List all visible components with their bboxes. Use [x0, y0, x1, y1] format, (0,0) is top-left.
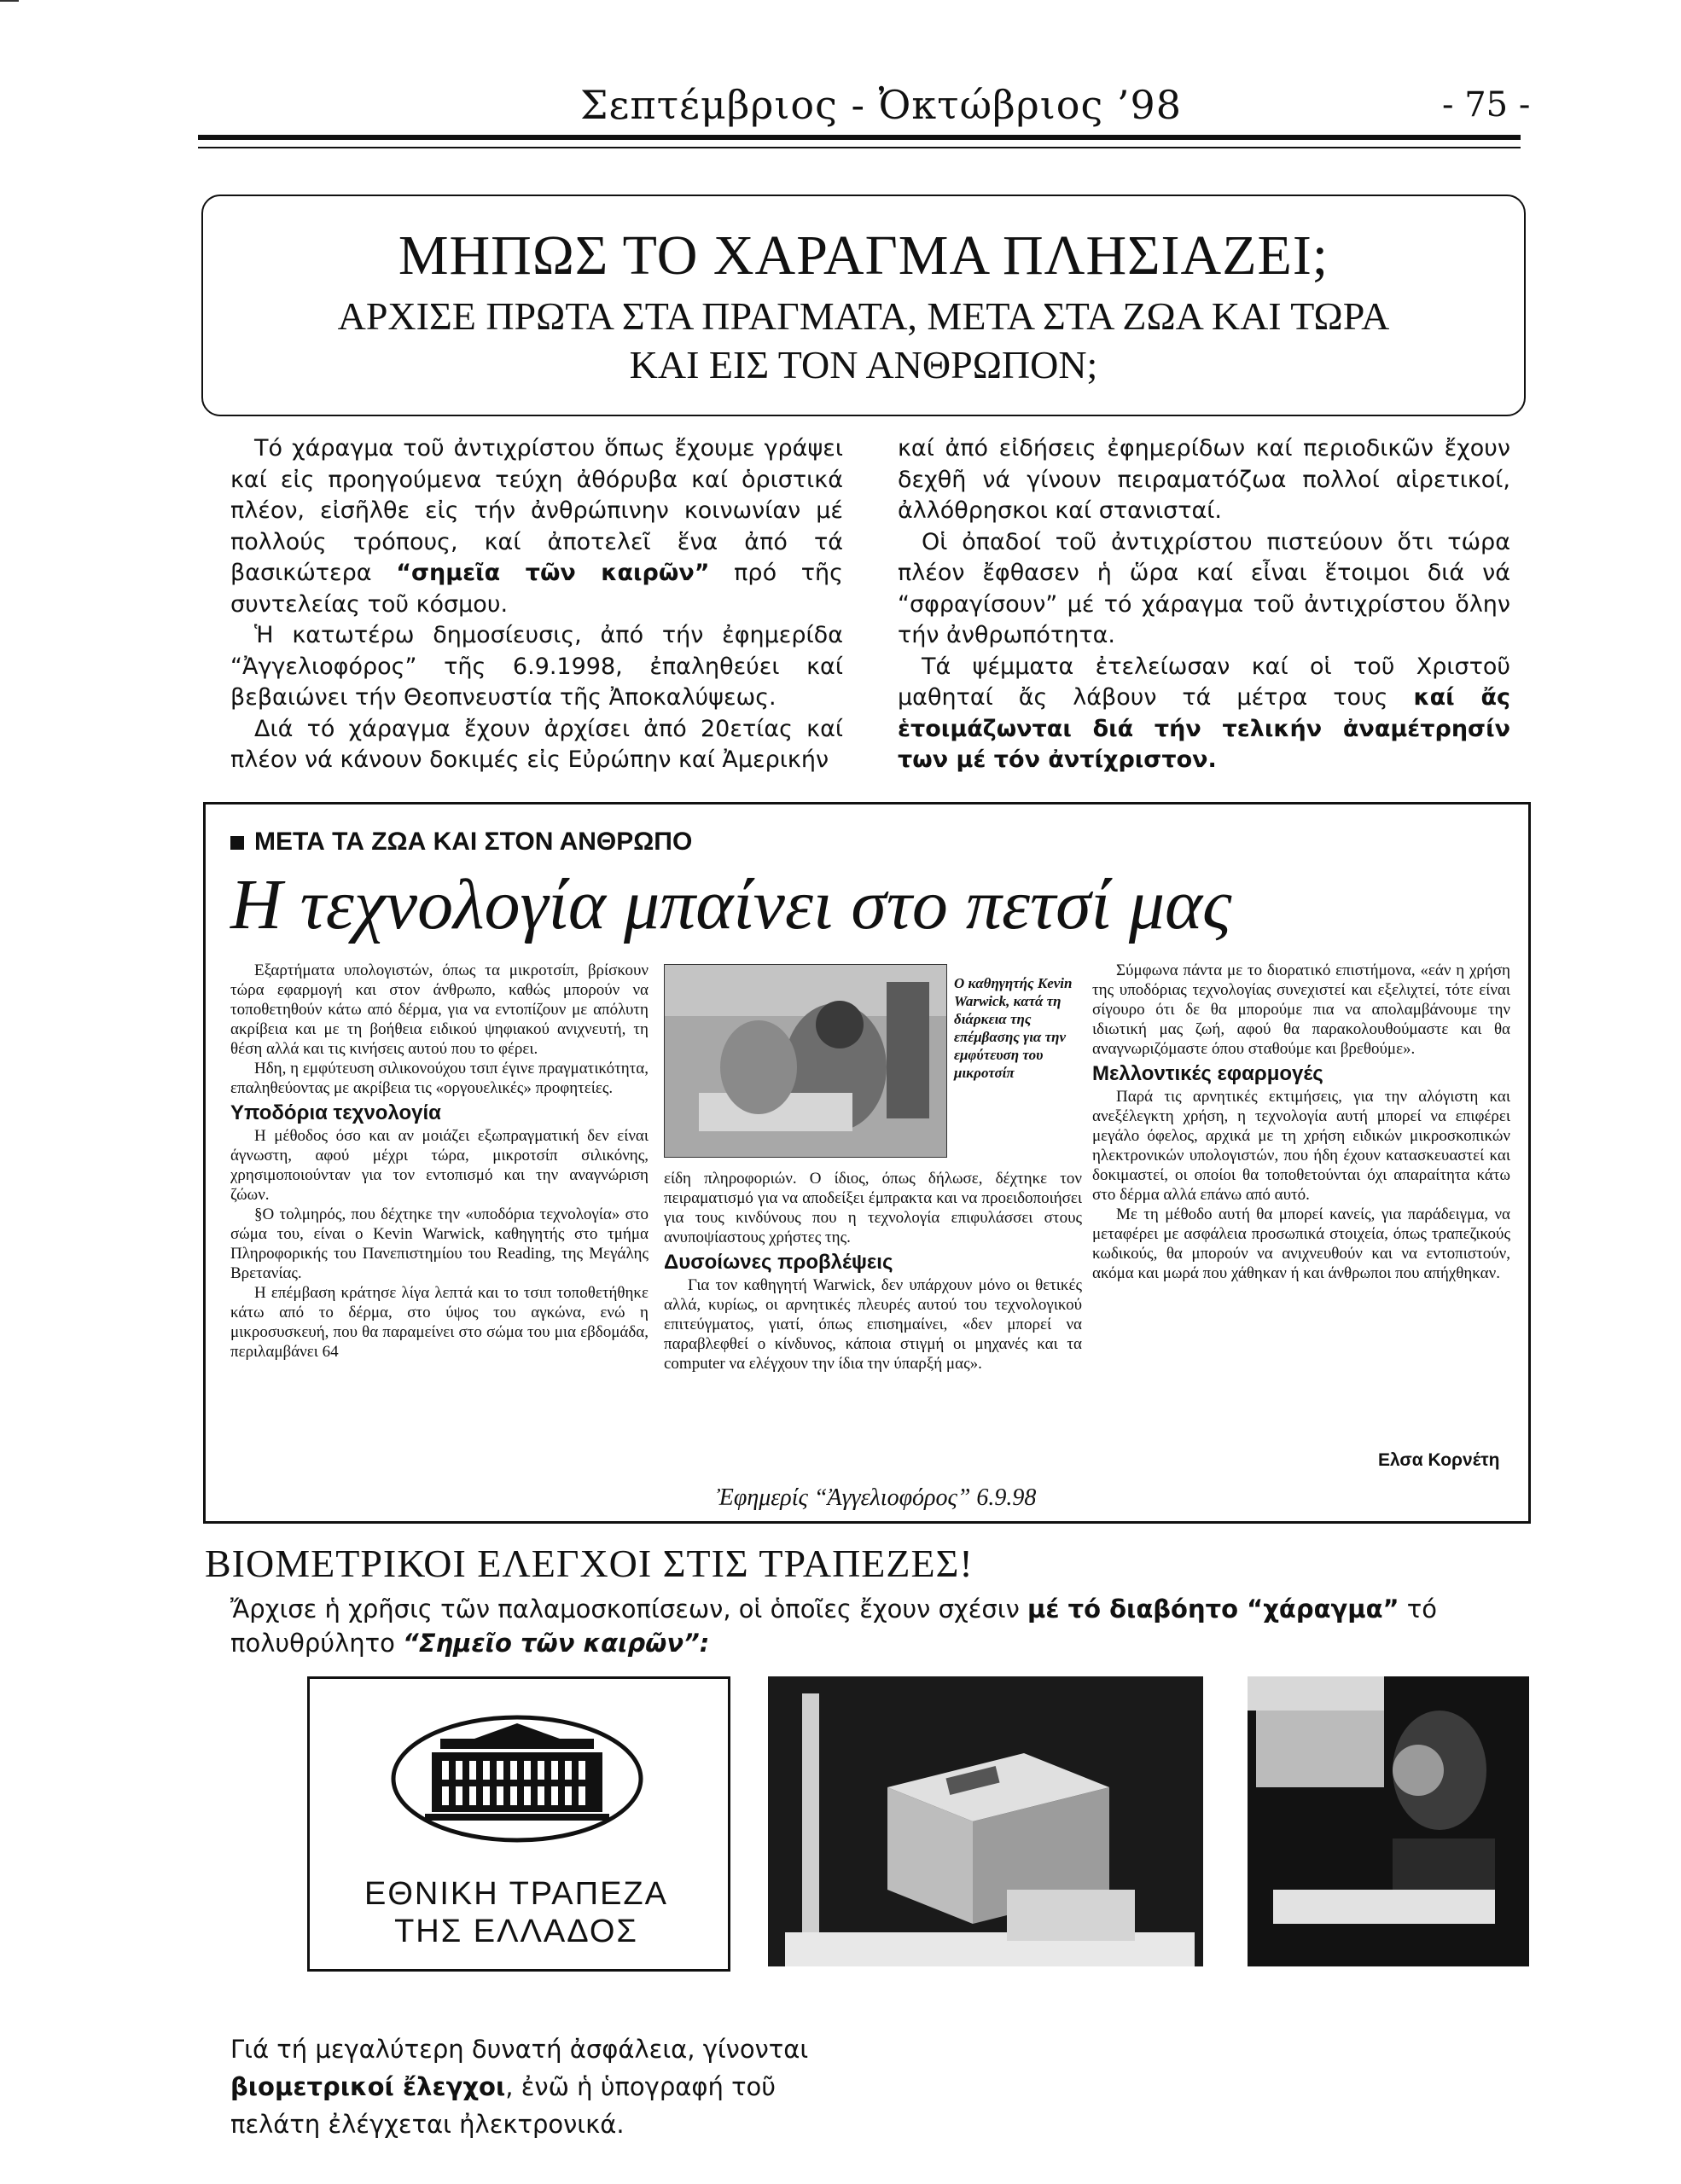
clip-paragraph: Με τη μέθοδο αυτή θα μπορεί κανείς, για παράδειγμα, να μεταφέρει με ασφάλεια προσωπικά στοιχεία, όπως τραπεζικούς κωδικούς, θα μπορούν να ανιχνευθούν και να εντοπιστούν, ακόμα και μωρά που χάθηκαν ή και άνθρωποι που απήχθηκαν. — [1092, 1205, 1510, 1282]
text: Τό χάραγμα τοῦ ἀντιχρίστου ὅπως ἔχουμε γράψει καί εἰς προηγούμενα τεύχη ἀθόρυβα καί ὁριστικά πλέον, εἰσῆλθε εἰς τήν ἀνθρώπινην κοινωνίαν μέ πολλούς τρόπους, καί ἀποτελεῖ ἕνα ἀπό τά βασικώτερα — [230, 435, 843, 586]
text: Τά ψέμματα ἐτελείωσαν καί οἱ τοῦ Χριστοῦ μαθηταί ἄς λάβουν τά μέτρα τους — [898, 653, 1510, 711]
text: , ἐνῶ ἡ ὑπογραφή τοῦ πελάτη ἐλέγχεται ἠλεκτρονικά. — [230, 2072, 777, 2139]
text: τό πολυθρύλητο — [230, 1594, 1438, 1658]
subtitle-line-1: ΑΡΧΙΣΕ ΠΡΩΤΑ ΣΤΑ ΠΡΑΓΜΑΤΑ, ΜΕΤΑ ΣΤΑ ΖΩΑ ΚΑΙ ΤΩΡΑ — [337, 294, 1390, 338]
clipping-column-3 — [1092, 961, 1510, 1283]
header-rule-thin — [198, 147, 1521, 148]
clipping-column-2 — [664, 1169, 1082, 1374]
scan-mark — [0, 0, 19, 2]
article-source: Ἐφημερίς “Ἀγγελιοφόρος” 6.9.98 — [717, 1484, 1037, 1511]
emphasis: “σημεῖα τῶν καιρῶν” — [396, 560, 710, 586]
emphasis: καί ἄς ἑτοιμάζωνται διά τήν τελικήν ἀναμέτρησίν των μέ τόν ἀντίχριστον. — [898, 684, 1510, 773]
clip-paragraph: Η μέθοδος όσο και αν μοιάζει εξωπραγματική δεν είναι άγνωστη, αφού μέχρι τώρα, μικροτσίπ σιλικόνης, χρησιμοποιούνταν για τον εντοπισμό και την αναγνώριση ζώων. — [230, 1127, 649, 1204]
intro-paragraph: Οἱ ὀπαδοί τοῦ ἀντιχρίστου πιστεύουν ὅτι τώρα πλέον ἔφθασεν ἡ ὥρα καί εἶναι ἕτοιμοι διά νά “σφραγίσουν” μέ τό χάραγμα τοῦ ἀντιχρίστου ὅλην τήν ἀνθρωπότητα. — [898, 528, 1510, 648]
clip-paragraph: Παρά τις αρνητικές εκτιμήσεις, για την αλόγιστη και ανεξέλεγκτη χρήση, η τεχνολογία αυτή μπορεί να επιφέρει μεγάλο όφελος, αρχικά με τη χρήση ειδικών μικροσκοπικών ηλεκτρονικών υπολογιστών, που ήδη έχουν κατασκευαστεί και δοκιμαστεί, οι οποίοι θα τοποθετούνται όχι απαραίτητα κάτω στο δέρμα αλλά επάνω από αυτό. — [1092, 1088, 1510, 1204]
scanner-graphic — [768, 1676, 1203, 1966]
clip-subheading: Δυσοίωνες προβλέψεις — [664, 1251, 893, 1274]
intro-paragraph — [898, 652, 1510, 776]
emphasis: μέ τό διαβόητο “χάραγμα” — [1027, 1594, 1399, 1623]
intro-right-column — [898, 433, 1510, 776]
biometric-heading: ΒΙΟΜΕΤΡΙΚΟΙ ΕΛΕΓΧΟΙ ΣΤΙΣ ΤΡΑΠΕΖΕΣ! — [205, 1542, 974, 1585]
teller-graphic — [1248, 1676, 1529, 1966]
text: πρό τῆς συντελείας τοῦ κόσμου. — [230, 560, 843, 618]
intro-left-column — [230, 433, 843, 776]
intro-paragraph: Ἡ κατωτέρω δημοσίευσις, ἀπό τήν ἐφημερίδα “Ἀγγελιοφόρος” τῆς 6.9.1998, ἐπαληθεύει καί βεβαιώνει τήν Θεοπνευστία τῆς Ἀποκαλύψεως. — [230, 622, 843, 711]
intro-paragraph: Διά τό χάραγμα ἔχουν ἀρχίσει ἀπό 20ετίας καί πλέον νά κάνουν δοκιμές εἰς Εὐρώπην καί Ἀμερικήν — [230, 715, 843, 773]
kicker-text: ΜΕΤΑ ΤΑ ΖΩΑ ΚΑΙ ΣΤΟΝ ΑΝΘΡΩΠΟ — [254, 828, 693, 856]
clip-subheading: Υποδόρια τεχνολογία — [230, 1101, 441, 1124]
header-rule — [198, 135, 1521, 140]
text: Γιά τή μεγαλύτερη δυνατή ἀσφάλεια, γίνονται — [230, 2035, 809, 2064]
bank-teller-photo — [1248, 1676, 1529, 1966]
surgery-photo-graphic — [665, 965, 946, 1157]
clipping-column-1 — [230, 961, 649, 1362]
clip-paragraph: είδη πληροφοριών. Ο ίδιος, όπως δήλωσε, δέχτηκε τον πειραματισμό για να αποδείξει έμπρακτα και να προειδοποιήσει για τους κινδύνους που η τεχνολογία επιφυλάσσει στους ανυποψίαστους χρήστες της. — [664, 1170, 1082, 1246]
photo-caption: Ο καθηγητής Kevin Warwick, κατά τη διάρκεια της επέμβασης για την εμφύτευση του μικροτσίπ — [954, 975, 1073, 1081]
bank-building-logo — [391, 1715, 643, 1843]
biometric-caption — [230, 2030, 845, 2143]
clip-paragraph: Εξαρτήματα υπολογιστών, όπως τα μικροτσίπ, βρίσκουν τώρα εφαρμογή και στον άνθρωπο, καθώς μπορούν να τοποθετηθούν κάτω από δέρμα, για να εντοπίζουν με απόλυτη ακρίβεια και με τη βοήθεια ειδικού ψηφιακού ανιχνευτή, τη θέση αλλά και τις κινήσεις αυτού που το φέρει. — [230, 961, 649, 1058]
title-box — [201, 195, 1526, 416]
clip-subheading: Μελλοντικές εφαρμογές — [1092, 1062, 1323, 1085]
bank-name-line-2: ΤΗΣ ΕΛΛΑΔΟΣ — [394, 1914, 638, 1949]
clip-paragraph: Ηδη, η εμφύτευση σιλικονούχου τσιπ έγινε πραγματικότητα, επαληθεύοντας με ακρίβεια τις «οργουελικές» προφητείες. — [230, 1060, 649, 1097]
bank-name-line-1: ΕΘΝΙΚΗ ΤΡΑΠΕΖΑ — [364, 1876, 668, 1912]
main-title: ΜΗΠΩΣ ΤΟ ΧΑΡΑΓΜΑ ΠΛΗΣΙΑΖΕΙ; — [398, 224, 1329, 287]
page-number: - 75 - — [1442, 85, 1531, 125]
clipping-kicker — [230, 828, 692, 857]
clip-paragraph: §Ο τολμηρός, που δέχτηκε την «υποδόρια τεχνολογία» στο σώμα του, είναι ο Kevin Warwick, καθηγητής στο τμήμα Πληροφορικής του Πανεπιστημίου του Reading, της Μεγάλης Βρετανίας. — [230, 1205, 649, 1282]
palm-scanner-photo — [768, 1676, 1203, 1966]
emphasis: βιομετρικοί ἔλεγχοι — [230, 2072, 506, 2101]
biometric-intro — [230, 1592, 1527, 1660]
kevin-warwick-photo — [664, 964, 947, 1158]
intro-paragraph — [230, 433, 843, 620]
intro-paragraph: καί ἀπό εἰδήσεις ἐφημερίδων καί περιοδικῶν ἔχουν δεχθῆ νά γίνουν πειραματόζωα πολλοί αἱρετικοί, ἀλλόθρησκοι καί στανισταί. — [898, 435, 1510, 524]
clip-paragraph: Η επέμβαση κράτησε λίγα λεπτά και το τσιπ τοποθετήθηκε κάτω από το δέρμα, στο ύψος του αγκώνα, ενώ η μικροσυσκευή, που θα παραμείνει στο σώμα του μια εβδομάδα, περιλαμβάνει 64 — [230, 1284, 649, 1361]
square-bullet-icon — [230, 836, 244, 850]
bank-name — [307, 1875, 725, 1950]
issue-date: Σεπτέμβριος - Ὀκτώβριος ’98 — [580, 82, 1183, 128]
emphasis-italic: “Σημεῖο τῶν καιρῶν”: — [403, 1629, 710, 1658]
clipping-headline: Η τεχνολογία μπαίνει στο πετσί μας — [230, 865, 1232, 944]
clip-paragraph: Σύμφωνα πάντα με το διορατικό επιστήμονα, «εάν η χρήση της υποδόριας τεχνολογίας συνεχιστεί και εξελιχτεί, τότε είναι σίγουρο ότι δε θα μπορούμε πια να απολαμβάνουμε την ιδιωτική μας ζωή, αφού θα παρακολουθούμαστε και θα αναγνωριζόμαστε όπου σταθούμε και βρεθούμε». — [1092, 961, 1510, 1058]
subtitle-line-2: ΚΑΙ ΕΙΣ ΤΟΝ ΑΝΘΡΩΠΟΝ; — [629, 343, 1098, 386]
clip-paragraph: Για τον καθηγητή Warwick, δεν υπάρχουν μόνο οι θετικές αλλά, κυρίως, οι αρνητικές πλευρές αυτού του τεχνολογικού επιτεύγματος, γιατί, όπως επισημαίνει, «δεν μπορεί να παραβλεφθεί ο κίνδυνος, κάποια στιγμή οι μηχανές και τα computer να ελέγχουν την ίδια την ύπαρξή μας». — [664, 1276, 1082, 1373]
article-author: Ελσα Κορνέτη — [1378, 1450, 1500, 1470]
text: Ἄρχισε ἡ χρῆσις τῶν παλαμοσκοπίσεων, οἱ ὁποῖες ἔχουν σχέσιν — [230, 1594, 1028, 1623]
